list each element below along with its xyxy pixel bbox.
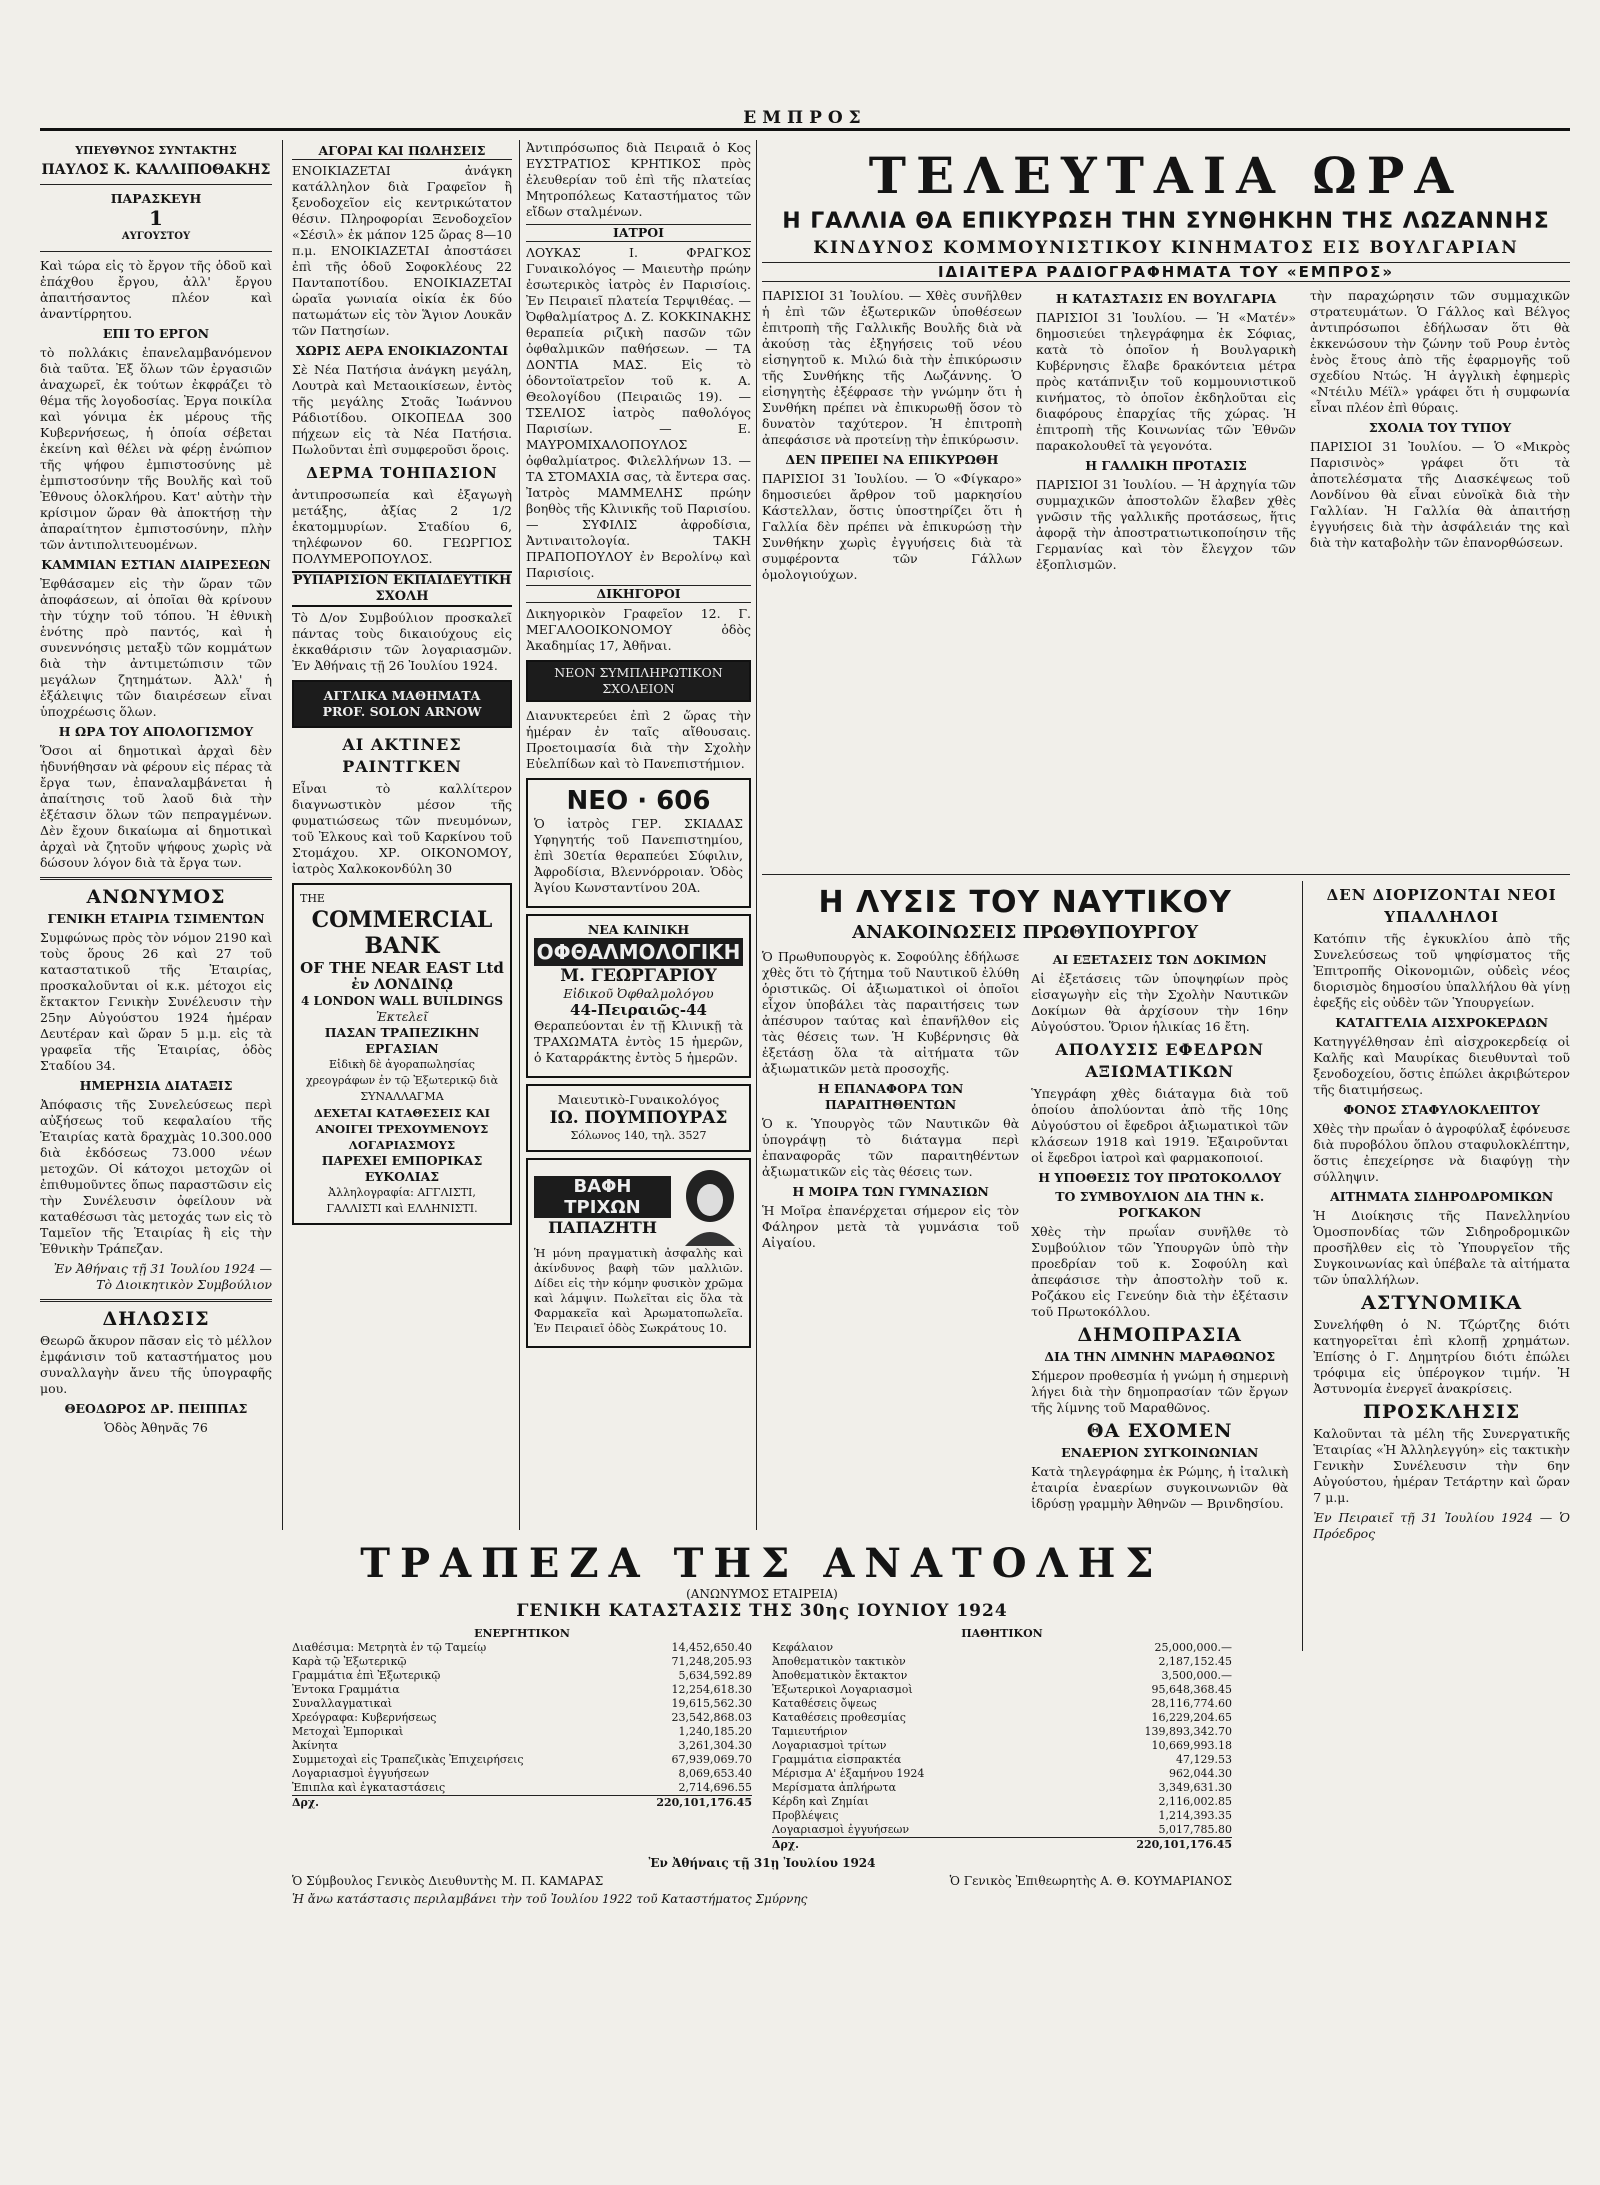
ad-title: ΝΕΟ · 606 (566, 786, 711, 816)
balance-label: Ἐξωτερικοὶ Λογαριασμοὶ (772, 1683, 913, 1696)
signature: Ὁ Σύμβουλος Γενικὸς Διευθυντὴς Μ. Π. ΚΑΜΑΡΑΣ (292, 1874, 604, 1888)
bank-type: (ΑΝΩΝΥΜΟΣ ΕΤΑΙΡΕΙΑ) (686, 1587, 838, 1601)
news-subheading: ΔΙΑ ΤΗΝ ΛΙΜΝΗΝ ΜΑΡΑΘΩΝΟΣ (1044, 1349, 1276, 1364)
navy-story-body: Ἡ Μοῖρα ἐπανέρχεται σήμερον εἰς τὸν Φάληρον μετὰ τὰ γυμνάσια τοῦ Αἰγαίου. (762, 1203, 1020, 1250)
news-subheading: ΤΟ ΣΥΜΒΟΥΛΙΟΝ ΔΙΑ ΤΗΝ κ. ΡΟΓΚΑΚΟΝ (1055, 1189, 1265, 1220)
declaration-address: Ὁδὸς Ἀθηνᾶς 76 (104, 1420, 208, 1435)
ad-kicker: ΝΕΑ ΚΛΙΝΙΚΗ (587, 922, 690, 937)
balance-value: 14,452,650.40 (671, 1641, 752, 1654)
editorial-heading: ΚΑΜΜΙΑΝ ΕΣΤΙΑΝ ΔΙΑΙΡΕΣΕΩΝ (41, 557, 271, 572)
balance-value: 12,254,618.30 (671, 1683, 752, 1696)
headline: ΙΔΙΑΙΤΕΡΑ ΡΑΔΙΟΓΡΑΦΗΜΑΤΑ ΤΟΥ «ΕΜΠΡΟΣ» (762, 262, 1570, 282)
divider (40, 1299, 272, 1302)
balance-value: 3,500,000.— (1161, 1669, 1232, 1682)
balance-row (772, 1809, 1232, 1823)
news-heading: ΔΗΜΟΠΡΑΣΙΑ (1077, 1324, 1242, 1346)
cable-story: ΠΑΡΙΣΙΟΙ 31 Ἰουλίου. — Ὁ «Φίγκαρο» δημοσιεύει ἄρθρον τοῦ μαρκησίου Κάστελλαν, ὅστις ὑποστηρίζει ὅτι ἡ Γαλλία δὲν πρέπει νὰ ἐπικυρώσῃ τὴν Συνθήκην χωρὶς ἐγγυήσεις διὰ τὰ συμφέροντα τῶν Γάλλων ὁμολογιούχων. (762, 471, 1022, 582)
headline: ΚΙΝΔΥΝΟΣ ΚΟΜΜΟΥΝΙΣΤΙΚΟΥ ΚΙΝΗΜΑΤΟΣ ΕΙΣ ΒΟΥΛΓΑΡΙΑΝ (813, 238, 1519, 258)
balance-value: 962,044.30 (1169, 1767, 1232, 1780)
navy-subheading: Η ΕΠΑΝΑΦΟΡΑ ΤΩΝ ΠΑΡΑΙΤΗΘΕΝΤΩΝ (817, 1081, 964, 1112)
editorial-intro: Καὶ τώρα εἰς τὸ ἔργον τῆς ὁδοῦ καὶ ἐπάχθου ἔργου, ἀλλ' ἔργου ἀπαιτήσαντος πλέον καὶ ἀναντίρρητου. (40, 258, 272, 321)
balance-row (292, 1697, 752, 1711)
section-title: ΤΕΛΕΥΤΑΙΑ ΩΡΑ (868, 146, 1464, 205)
commercial-bank-ad (292, 883, 512, 1225)
cable-story: τὴν παραχώρησιν τῶν συμμαχικῶν στρατευμάτων. Ὁ Γάλλος καὶ Βέλγος ἀντιπρόσωποι ἐδήλωσαν ὅτι θὰ ἐκκενώσουν τὴν ζώνην τοῦ Ρουρ ἐντὸς ἑνὸς ἔτους ἀπὸ τῆς ἐφαρμογῆς τοῦ σχεδίου Ντώς. Ἡ ἀγγλικὴ ἐφημερὶς «Ντέιλυ Μέϊλ» γράφει ὅτι ἡ συμφωνία εἶναι πλέον ἐπὶ θύραις. (1310, 288, 1570, 415)
balance-label: Λογαριασμοὶ ἐγγυήσεων (772, 1823, 910, 1836)
balance-value: 5,017,785.80 (1158, 1823, 1232, 1836)
news-heading: ΑΠΟΛΥΣΙΣ ΕΦΕΔΡΩΝ ΑΞΙΩΜΑΤΙΚΩΝ (1055, 1040, 1265, 1081)
balance-row (292, 1767, 752, 1781)
column-rule (756, 140, 757, 1530)
balance-row (292, 1725, 752, 1739)
balance-value: 10,669,993.18 (1151, 1739, 1232, 1752)
school-heading: ΡΥΠΑΡΙΣΙΟΝ ΕΚΠΑΙΔΕΥΤΙΚΗ ΣΧΟΛΗ (292, 571, 512, 607)
top-rule (40, 128, 1570, 131)
eye-clinic-ad (526, 914, 751, 1078)
liabilities-list (772, 1641, 1232, 1837)
ad-brand: ΠΑΠΑΖΗΤΗ (548, 1217, 657, 1237)
notice-heading: ΗΜΕΡΗΣΙΑ ΔΙΑΤΑΞΙΣ (79, 1078, 233, 1093)
assets-total: 220,101,176.45 (656, 1796, 752, 1809)
ad-line: ΠΑΡΕΧΕΙ ΕΜΠΟΡΙΚΑΣ ΕΥΚΟΛΙΑΣ (321, 1153, 483, 1184)
balance-row (772, 1725, 1232, 1739)
ad-heading: ΔΕΡΜΑ ΤΟΗΠΑΣΙΟΝ (306, 464, 498, 482)
cable-columns (762, 288, 1570, 868)
classified-ads: ΕΝΟΙΚΙΑΖΕΤΑΙ ἀνάγκη κατάλληλον διὰ Γραφεῖον ἢ ξενοδοχεῖον εἰς κεντρικώτατον θέσιν. Πληροφορίαι Ξενοδοχεῖον «Σέσιλ» ἐκ μάπον 125 ὥρας 8—10 π.μ. ΕΝΟΙΚΙΑΖΕΤΑΙ ἀποστάσει ἐπὶ τῆς ὁδοῦ Σοφοκλέους 22 Πανταποτίδου. ΕΝΟΙΚΙΑΖΕΤΑΙ ὡραῖα γωνιαία οἰκία ἐκ δύο πατωμάτων εἰς τὸν Ἅγιον Λουκᾶν τῶν Πατησίων. (292, 163, 512, 338)
balance-label: Ταμιευτήριον (772, 1725, 848, 1738)
ad-bank-name: COMMERCIAL BANK (311, 907, 493, 959)
section-heading: ΙΑΤΡΟΙ (526, 224, 751, 242)
cable-column (1036, 288, 1296, 868)
balance-row (292, 1781, 752, 1795)
balance-value: 8,069,653.40 (678, 1767, 752, 1780)
news-heading: ΦΟΝΟΣ ΣΤΑΦΥΛΟΚΛΕΠΤΟΥ (1343, 1102, 1540, 1117)
ad-doctor: ΙΩ. ΠΟΥΜΠΟΥΡΑΣ (549, 1108, 728, 1128)
classified-ads: Σὲ Νέα Πατήσια ἀνάγκη μεγάλη, Λουτρὰ καὶ Μεταοικίσεων, ἐντὸς τῆς μεγάλης Στοᾶς Ἰωάννου Ράδιοτίδου. ΟΙΚΟΠΕΔΑ 300 πήχεων εἰς τὰ Νέα Πατήσια. Πωλοῦνται ἐπὶ συμφεροῦσι ὅροις. (292, 362, 512, 457)
ad-subtitle: Εἰδικοῦ Ὀφθαλμολόγου (563, 986, 714, 1001)
issue-month: ΑΥΓΟΥΣΤΟΥ (121, 231, 191, 242)
balance-value: 2,714,696.55 (678, 1781, 752, 1794)
balance-label: Ἀκίνητα (292, 1739, 338, 1752)
balance-row (292, 1669, 752, 1683)
balance-label: Γραμμάτια εἰσπρακτέα (772, 1753, 902, 1766)
liabilities-column (772, 1627, 1232, 1852)
balance-label: Μέρισμα Α' ἑξαμήνου 1924 (772, 1767, 925, 1780)
navy-story (762, 881, 1288, 1651)
balance-row (292, 1683, 752, 1697)
ad-teacher: PROF. SOLON ARNOW (322, 704, 482, 719)
column-editorial (40, 140, 272, 2160)
editorial-body: Ἐφθάσαμεν εἰς τὴν ὥραν τῶν ἀποφάσεων, αἱ ὁποῖαι θὰ κρίνουν τὴν τύχην τοῦ τόπου. Ἡ ἐθνικὴ ἑνότης πρὸ παντός, καὶ ἡ συνεννόησις μεταξὺ τῶν κομμάτων διὰ τὴν ἀντιμετώπισιν τῶν μεγάλων ζητημάτων. Ἀλλ' ἡ ἐξάλειψις τῶν διαιρέσεων εἶναι ὑποχρέωσις ὅλων. (40, 576, 272, 719)
balance-value: 3,261,304.30 (678, 1739, 752, 1752)
ad-line: OF THE NEAR EAST Ltd (300, 959, 504, 977)
news-heading: ΑΣΤΥΝΟΜΙΚΑ (1361, 1292, 1523, 1314)
assets-column (292, 1627, 752, 1852)
notice-body: Συμφώνως πρὸς τὸν νόμον 2190 καὶ τοὺς ὅρους 26 καὶ 27 τοῦ καταστατικοῦ τῆς Ἑταιρίας, προσκαλοῦνται οἱ κ.κ. μέτοχοι εἰς ἔκτακτον Γενικὴν Συνέλευσιν τὴν 25ην Αὐγούστου 1924 ἡμέραν Δευτέραν καὶ ὥραν 5 μ.μ. εἰς τὰ γραφεῖα τῆς Ἑταιρίας, ὁδὸς Σταδίου 34. (40, 930, 272, 1073)
news-body: Σήμερον προθεσμία ἡ γνώμη ἡ σημερινὴ λήγει διὰ τὴν δημοπρασίαν τῶν ἔργων τῆς λίμνης τοῦ Μαραθῶνος. (1031, 1368, 1289, 1415)
issue-day: ΠΑΡΑΣΚΕΥΗ (110, 191, 202, 206)
news-heading: ΑΙ ΕΞΕΤΑΣΕΙΣ ΤΩΝ ΔΟΚΙΜΩΝ (1052, 952, 1267, 967)
balance-value: 1,214,393.35 (1158, 1809, 1232, 1822)
balance-label: Καρὰ τῷ Ἐξωτερικῷ (292, 1655, 407, 1668)
ad-line: ΔΕΧΕΤΑΙ ΚΑΤΑΘΕΣΕΙΣ ΚΑΙ ΑΝΟΙΓΕΙ ΤΡΕΧΟΥΜΕΝΟΥΣ ΛΟΓΑΡΙΑΣΜΟΥΣ (313, 1106, 491, 1152)
balance-label: Συμμετοχαὶ εἰς Τραπεζικὰς Ἐπιχειρήσεις (292, 1753, 524, 1766)
ad-title: ΒΑΦΗ ΤΡΙΧΩΝ (534, 1176, 671, 1218)
brief-news-column (1302, 881, 1570, 1651)
balance-row (772, 1641, 1232, 1655)
ad-line: Ἐκτελεῖ (375, 1009, 428, 1024)
balance-value: 19,615,562.30 (671, 1697, 752, 1710)
balance-label: Μετοχαὶ Ἐμπορικαὶ (292, 1725, 404, 1738)
balance-sheet (292, 1627, 1232, 1852)
section-heading: ΑΓΟΡΑΙ ΚΑΙ ΠΩΛΗΣΕΙΣ (292, 143, 512, 160)
navy-story-body: Ὁ Πρωθυπουργὸς κ. Σοφούλης ἐδήλωσε χθὲς ὅτι τὸ ζήτημα τοῦ Ναυτικοῦ ἐλύθη ὁριστικῶς. Οἱ ἀξιωματικοὶ οἱ ὁποῖοι εἶχον ὑποβάλει τὰς παραιτήσεις των ἀπέσυρον ταύτας καὶ ἐπανῆλθον εἰς τὰς θέσεις των. Ἡ Κυβέρνησις θὰ ἐξετάσῃ ὅλα τὰ αἰτήματα τῶν ἀξιωματικῶν μετὰ προσοχῆς. (762, 949, 1020, 1076)
gynecologist-ad (526, 1084, 751, 1152)
ad-line: 4 LONDON WALL BUILDINGS (300, 994, 504, 1008)
assets-list (292, 1641, 752, 1795)
news-body: Χθὲς τὴν πρωΐαν συνῆλθε τὸ Συμβούλιον τῶν Ὑπουργῶν ὑπὸ τὴν προεδρίαν τοῦ κ. Σοφούλη καὶ ἀπεφάσισε τὴν ἀποστολὴν τοῦ κ. Ροζάκου εἰς Γενεύην διὰ τὴν ἐξέτασιν τοῦ Πρωτοκόλλου. (1031, 1224, 1289, 1319)
assets-heading: ΕΝΕΡΓΗΤΙΚΟΝ (474, 1627, 570, 1640)
school-ad-body: Διανυκτερεύει ἐπὶ 2 ὥρας τὴν ἡμέραν ἐν ταῖς αἴθουσαις. Προετοιμασία διὰ τὴν Σχολὴν Εὐελπίδων καὶ τὸ Πανεπιστήμιον. (526, 708, 751, 771)
news-heading: ΑΙΤΗΜΑΤΑ ΣΙΔΗΡΟΔΡΟΜΙΚΩΝ (1330, 1189, 1554, 1204)
news-heading: ΘΑ ΕΧΟΜΕΝ (1086, 1420, 1233, 1442)
balance-value: 2,116,002.85 (1158, 1795, 1232, 1808)
balance-row (292, 1753, 752, 1767)
balance-row (772, 1697, 1232, 1711)
ad-address: Σόλωνος 140, τηλ. 3527 (570, 1129, 707, 1142)
lower-news-columns (762, 881, 1570, 1651)
navy-subheadline: ΑΝΑΚΟΙΝΩΣΕΙΣ ΠΡΩΘΥΠΟΥΡΓΟΥ (852, 922, 1199, 943)
bank-statement-title: ΓΕΝΙΚΗ ΚΑΤΑΣΤΑΣΙΣ ΤΗΣ 30ης ΙΟΥΝΙΟΥ 1924 (516, 1601, 1008, 1621)
divider (762, 874, 1570, 875)
news-body: Ὑπεγράφη χθὲς διάταγμα διὰ τοῦ ὁποίου ἀπολύονται ἀπὸ τῆς 10ης Αὐγούστου οἱ ἔφεδροι ἀξιωματικοὶ τῶν κλάσεων 1918 καὶ 1919. Ἐξαιροῦνται οἱ ἔφεδροι ἰατροὶ καὶ φαρμακοποιοί. (1031, 1086, 1289, 1165)
news-subheading: ΕΝΑΕΡΙΟΝ ΣΥΓΚΟΙΝΩΝΙΑΝ (1061, 1445, 1259, 1460)
editorial-heading: Η ΩΡΑ ΤΟΥ ΑΠΟΛΟΓΙΣΜΟΥ (58, 724, 254, 739)
column-rule (519, 140, 520, 1530)
doctors-listings: ΛΟΥΚΑΣ Ι. ΦΡΑΓΚΟΣ Γυναικολόγος — Μαιευτὴρ πρώην ἐσωτερικὸς ἰατρὸς ἐν Παρισίοις. Ἐν Πειραιεῖ πλατεία Τερψιθέας. — Ὀφθαλμίατρος Δ. Ζ. ΚΟΚΚΙΝΑΚΗΣ θεραπεία ριζικὴ πασῶν τῶν ὀφθαλμικῶν παθήσεων. — ΤΑ ΔΟΝΤΙΑ ΜΑΣ. Εἰς τὸ ὁδοντοϊατρεῖον τοῦ κ. Α. Θεολογίδου (Πειραιῶς 19). — ΤΣΕΛΙΟΣ ἰατρὸς παθολόγος Παρισίων. — Ε. ΜΑΥΡΟΜΙΧΑΛΟΠΟΥΛΟΣ ὀφθαλμίατρος. Φιλελλήνων 13. — ΤΑ ΣΤΟΜΑΧΙΑ σας, τὰ ἔντερα σας. Ἰατρὸς ΜΑΜΜΕΛΗΣ πρώην βοηθὸς τῆς Κλινικῆς τοῦ Παρισίου. — ΣΥΦΙΛΙΣ ἀφροδίσια, Ἀντιναιτολογία. ΤΑΚΗ ΠΡΑΠΟΠΟΥΛΟΥ ἐν Βερολίνῳ καὶ Παρισίοις. (526, 245, 751, 580)
balance-label: Καταθέσεις προθεσμίας (772, 1711, 906, 1724)
section-heading: ΔΙΚΗΓΟΡΟΙ (526, 585, 751, 603)
column-classifieds (292, 140, 512, 1530)
balance-value: 71,248,205.93 (671, 1655, 752, 1668)
ad-line: Εἰδικὴ δὲ ἀγοραπωλησίας χρεογράφων ἐν τῷ Ἐξωτερικῷ διὰ ΣΥΝΑΛΛΑΓΜΑ (305, 1058, 499, 1103)
cable-column (762, 288, 1022, 868)
divider (40, 877, 272, 880)
navy-headline: Η ΛΥΣΙΣ ΤΟΥ ΝΑΥΤΙΚΟΥ (818, 885, 1232, 920)
balance-label: Ἐπιπλα καὶ ἐγκαταστάσεις (292, 1781, 446, 1794)
balance-label: Προβλέψεις (772, 1809, 839, 1822)
balance-row (772, 1711, 1232, 1725)
news-heading: ΔΕΝ ΔΙΟΡΙΖΟΝΤΑΙ ΝΕΟΙ ΥΠΑΛΛΗΛΟΙ (1326, 886, 1557, 926)
xray-ad-title: ΑΙ ΑΚΤΙΝΕΣ ΡΑΙΝΤΓΚΕΝ (342, 735, 462, 776)
column-professionals (526, 140, 751, 1530)
balance-label: Κέρδη καὶ Ζημίαι (772, 1795, 869, 1808)
declaration-title: ΔΗΛΩΣΙΣ (102, 1308, 210, 1330)
news-body: Καλοῦνται τὰ μέλη τῆς Συνεργατικῆς Ἑταιρίας «Ἡ Ἀλληλεγγύη» εἰς τακτικὴν Γενικὴν Συνέλευσιν τὴν 6ην Αὐγούστου, ἡμέραν Τετάρτην καὶ ὥραν 7 μ.μ. (1313, 1426, 1570, 1505)
balance-row (772, 1739, 1232, 1753)
column-rule (282, 140, 283, 1530)
signature: Ὁ Γενικὸς Ἐπιθεωρητὴς Α. Θ. ΚΟΥΜΑΡΙΑΝΟΣ (949, 1874, 1232, 1888)
liabilities-total: 220,101,176.45 (1136, 1838, 1232, 1851)
news-body: Συνελήφθη ὁ Ν. Τζώρτζης διότι κατηγορεῖται ἐπὶ κλοπῇ χρημάτων. Ἐπίσης ὁ Γ. Δημητρίου διότι ἐπώλει τρόφιμα εἰς ὑπέρογκον τιμήν. Ἡ Ἀστυνομία ἐνεργεῖ ἀνακρίσεις. (1313, 1317, 1570, 1396)
balance-row (772, 1781, 1232, 1795)
balance-label: Ἐντοκα Γραμμάτια (292, 1683, 400, 1696)
last-hour-section (762, 140, 1570, 1651)
liabilities-total-row: Δρχ. 220,101,176.45 (772, 1838, 1232, 1851)
balance-row (772, 1795, 1232, 1809)
school-ad-title: ΝΕΟΝ ΣΥΜΠΛΗΡΩΤΙΚΟΝ ΣΧΟΛΕΙΟΝ (526, 660, 751, 702)
news-body: Κατηγγέλθησαν ἐπὶ αἰσχροκερδείᾳ οἱ Καλῆς καὶ Μαυρίκας διευθυνταὶ τοῦ ξενοδοχείου, ὅστις ἐπώλει ἀκριβώτερον τῆς διατιμήσεως. (1313, 1034, 1570, 1097)
balance-value: 23,542,868.03 (671, 1711, 752, 1724)
balance-label: Λογαριασμοὶ ἐγγυήσεων (292, 1767, 430, 1780)
cable-story: ΠΑΡΙΣΙΟΙ 31 Ἰουλίου. — Ἡ «Ματέν» δημοσιεύει τηλεγράφημα ἐκ Σόφιας, κατὰ τὸ ὁποῖον ἡ Βουλγαρικὴ Κυβέρνησις ἔλαβε δρακόντεια μέτρα πρὸς κατάπνιξιν τοῦ κομμουνιστικοῦ κινήματος, τὸ ὁποῖον ἐκδηλοῦται εἰς διαφόρους ἐπαρχίας τῆς χώρας. Ἡ ἐπιτροπὴ τῆς Κοινωνίας τῶν Ἐθνῶν παρακολουθεῖ τὰ γεγονότα. (1036, 310, 1296, 453)
ad-doctor: Μ. ΓΕΩΡΓΑΡΙΟΥ (560, 966, 717, 986)
balance-value: 67,939,069.70 (671, 1753, 752, 1766)
balance-value: 95,648,368.45 (1151, 1683, 1232, 1696)
cable-story: ΠΑΡΙΣΙΟΙ 31 Ἰουλίου. — Ὁ «Μικρὸς Παρισινὸς» γράφει ὅτι τὰ ἀποτελέσματα τῆς Διασκέψεως τοῦ Λονδίνου θὰ εἶναι εὐνοϊκὰ διὰ τὴν Γαλλίαν. Ἡ Γαλλία θὰ ἀπαιτήσῃ ἐγγυήσεις διὰ τὴν ἀσφάλειάν της καὶ διὰ τὴν καταβολὴν τῶν ἐπανορθώσεων. (1310, 439, 1570, 550)
ad-body: Ὁ ἰατρὸς ΓΕΡ. ΣΚΙΑΔΑΣ Υφηγητής τοῦ Πανεπιστημίου, ἐπὶ 30ετία θεραπεύει Σύφιλιν, Ἀφροδίσια, Βλεννόρροιαν. Ὁδὸς Ἀγίου Κωνσταντίνου 20Α. (534, 816, 743, 895)
balance-label: Ἀποθεματικὸν τακτικὸν (772, 1655, 906, 1668)
notice-signature: Ἐν Ἀθήναις τῇ 31 Ἰουλίου 1924 — Τὸ Διοικητικὸν Συμβούλιον (53, 1261, 272, 1292)
cable-heading: Η ΚΑΤΑΣΤΑΣΙΣ ΕΝ ΒΟΥΛΓΑΡΙΑ (1055, 291, 1277, 306)
ad-address: 44-Πειραιῶς-44 (570, 1001, 707, 1019)
editor-name: ΠΑΥΛΟΣ Κ. ΚΑΛΛΙΠΟΘΑΚΗΣ (41, 162, 271, 178)
cable-heading: ΣΧΟΛΙΑ ΤΟΥ ΤΥΠΟΥ (1368, 420, 1512, 435)
balance-label: Μερίσματα ἀπλήρωτα (772, 1781, 897, 1794)
balance-label: Διαθέσιμα: Μετρητὰ ἐν τῷ Ταμείῳ (292, 1641, 487, 1654)
xray-ad-body: Εἶναι τὸ καλλίτερον διαγνωστικὸν μέσον τῆς φυματιώσεως τῶν πνευμόνων, τοῦ Ἐλκους καὶ τοῦ Καρκίνου τοῦ Στομάχου. ΧΡ. ΟΙΚΟΝΟΜΟΥ, ἰατρὸς Χαλκοκονδύλη 30 (292, 781, 512, 876)
statement-signatures (292, 1874, 1232, 1888)
balance-row (772, 1655, 1232, 1669)
balance-value: 16,229,204.65 (1151, 1711, 1232, 1724)
masthead: ΕΜΠΡΟΣ (743, 108, 867, 128)
cable-story: ΠΑΡΙΣΙΟΙ 31 Ἰουλίου. — Ἡ ἀρχηγία τῶν συμμαχικῶν ἀποστολῶν ἔλαβεν χθὲς γνῶσιν τῆς γαλλικῆς προτάσεως, ἥτις ἀφορᾷ τὴν ἀποστρατιωτικοποίησιν τῆς Γερμανίας καὶ τὸν ἔλεγχον τῶν ἐξοπλισμῶν. (1036, 477, 1296, 572)
hair-dye-ad (526, 1158, 751, 1348)
news-signature: Ἐν Πειραιεῖ τῇ 31 Ἰουλίου 1924 — Ὁ Πρόεδρος (1313, 1510, 1570, 1541)
navy-story-body: Ὁ κ. Ὑπουργὸς τῶν Ναυτικῶν θὰ ὑπογράψῃ τὸ διάταγμα περὶ ἐπαναφορᾶς τῶν παραιτηθέντων ἀξιωματικῶν εἰς τὰς θέσεις των. (762, 1116, 1020, 1179)
balance-label: Καταθέσεις ὄψεως (772, 1697, 877, 1710)
classified-ads: ἀντιπροσωπεία καὶ ἐξαγωγὴ μετάξης, ἀξίας 2 1/2 ἑκατομμυρίων. Σταδίου 6, τηλέφωνον 60. ΓΕΩΡΓΙΟΣ ΠΟΛΥΜΕΡΟΠΟΥΛΟΣ. (292, 487, 512, 566)
school-notice: Τὸ Δ/ον Συμβούλιον προσκαλεῖ πάντας τοὺς δικαιούχους εἰς ἐκκαθάρισιν τῶν λογαριασμῶν. Ἐν Ἀθήναις τῇ 26 Ἰουλίου 1924. (292, 610, 512, 673)
cable-heading: Η ΓΑΛΛΙΚΗ ΠΡΟΤΑΣΙΣ (1085, 458, 1247, 473)
cable-column (1310, 288, 1570, 868)
balance-label: Λογαριασμοὶ τρίτων (772, 1739, 887, 1752)
balance-value: 2,187,152.45 (1158, 1655, 1232, 1668)
ad-line: ΠΑΣΑΝ ΤΡΑΠΕΖΙΚΗΝ ΕΡΓΑΣΙΑΝ (324, 1025, 480, 1056)
balance-label: Ἀποθεματικὸν ἔκτακτον (772, 1669, 908, 1682)
liabilities-heading: ΠΑΘΗΤΙΚΟΝ (961, 1627, 1043, 1640)
bank-name: ΤΡΑΠΕΖΑ ΤΗΣ ΑΝΑΤΟΛΗΣ (360, 1540, 1164, 1587)
ad-heading: ΧΩΡΙΣ ΑΕΡΑ ΕΝΟΙΚΙΑΖΟΝΤΑΙ (295, 343, 509, 358)
ad-title: ΟΦΘΑΛΜΟΛΟΓΙΚΗ (534, 938, 743, 966)
balance-row (772, 1753, 1232, 1767)
balance-row (292, 1739, 752, 1753)
editorial-heading: ΕΠΙ ΤΟ ΕΡΓΟΝ (102, 326, 210, 341)
english-lessons-ad (292, 680, 512, 728)
declaration-body: Θεωρῶ ἄκυρον πᾶσαν εἰς τὸ μέλλον ἐμφάνισιν τοῦ καταστήματος μου συναλλαγὴν ἄνευ τῆς ὑπογραφῆς μου. (40, 1333, 272, 1396)
notice-subtitle: ΓΕΝΙΚΗ ΕΤΑΙΡΙΑ ΤΣΙΜΕΝΤΩΝ (47, 911, 265, 926)
balance-value: 28,116,774.60 (1151, 1697, 1232, 1710)
news-heading: ΚΑΤΑΓΓΕΛΙΑ ΑΙΣΧΡΟΚΕΡΔΩΝ (1335, 1015, 1549, 1030)
lawyers-listings: Δικηγορικὸν Γραφεῖον 12. Γ. ΜΕΓΑΛΟΟΙΚΟΝΟΜΟΥ ὁδὸς Ἀκαδημίας 17, Ἀθῆναι. (526, 606, 751, 653)
balance-row (772, 1823, 1232, 1837)
news-heading: Η ΥΠΟΘΕΣΙΣ ΤΟΥ ΠΡΩΤΟΚΟΛΛΟΥ (1038, 1170, 1282, 1185)
statement-footnote: Ἡ ἄνω κατάστασις περιλαμβάνει τὴν τοῦ Ἰουλίου 1922 τοῦ Καταστήματος Σμύρνης (292, 1892, 808, 1906)
balance-row (292, 1641, 752, 1655)
news-body: Χθὲς τὴν πρωΐαν ὁ ἀγροφύλαξ ἐφόνευσε διὰ πυροβόλου ὅπλου σταφυλοκλέπτην, ὅστις ἐπεχείρησε νὰ διαφύγῃ τὴν σύλληψιν. (1313, 1121, 1570, 1184)
navy-subheading: Η ΜΟΙΡΑ ΤΩΝ ΓΥΜΝΑΣΙΩΝ (792, 1184, 989, 1199)
divider (40, 251, 272, 252)
news-body: Κατόπιν τῆς ἐγκυκλίου ἀπὸ τῆς Συνελεύσεως τοῦ ψηφίσματος τῆς Ἐπιτροπῆς Οἰκονομιῶν, οὐδεὶς νέος διορισμὸς δημοσίου ὑπαλλήλου θὰ γίνῃ ἐφεξῆς εἰς οὐδὲν τῶν Ὑπουργείων. (1313, 931, 1570, 1010)
ad-line: ἐν ΛΟΝΔΙΝῼ (351, 977, 453, 993)
cable-heading: ΔΕΝ ΠΡΕΠΕΙ ΝΑ ΕΠΙΚΥΡΩΘΗ (785, 452, 999, 467)
balance-value: 5,634,592.89 (678, 1669, 752, 1682)
statement-date: Ἐν Ἀθήναις τῇ 31ῃ Ἰουλίου 1924 (648, 1856, 876, 1870)
neo-606-ad (526, 778, 751, 908)
ad-line: Ἀλληλογραφία: ΑΓΓΛΙΣΤΙ, ΓΑΛΛΙΣΤΙ καὶ ΕΛΛΗΝΙΣΤΙ. (326, 1186, 478, 1215)
news-heading: ΠΡΟΣΚΛΗΣΙΣ (1363, 1401, 1521, 1423)
notice-title: ΑΝΩΝΥΜΟΣ (86, 886, 226, 908)
balance-row (292, 1655, 752, 1669)
assets-total-row: Δρχ. 220,101,176.45 (292, 1796, 752, 1809)
balance-label: Συναλλαγματικαὶ (292, 1697, 393, 1710)
ad-body: Θεραπεύονται ἐν τῇ Κλινικῇ τὰ ΤΡΑΧΩΜΑΤΑ ἐντὸς 15 ἡμερῶν, ὁ Καταρράκτης ἐντὸς 5 ἡμερῶν. (534, 1018, 743, 1065)
news-body: Αἱ ἐξετάσεις τῶν ὑποψηφίων πρὸς εἰσαγωγὴν εἰς τὴν Σχολὴν Ναυτικῶν Δοκίμων θὰ ἀρχίσουν τὴν 16ην Αὐγούστου. Ὅριον ἡλικίας 16 ἔτη. (1031, 971, 1289, 1034)
balance-value: 47,129.53 (1176, 1753, 1232, 1766)
balance-value: 139,893,342.70 (1144, 1725, 1232, 1738)
balance-row (772, 1767, 1232, 1781)
woman-portrait-icon (677, 1166, 743, 1246)
ad-kicker: Μαιευτικὸ-Γυναικολόγος (557, 1092, 720, 1107)
balance-label: Γραμμάτια ἐπὶ Ἐξωτερικῷ (292, 1669, 441, 1682)
news-body: Ἡ Διοίκησις τῆς Πανελληνίου Ὁμοσπονδίας τῶν Σιδηροδρομικῶν προσῆλθεν εἰς τὸ Ὑπουργεῖον τῆς Συγκοινωνίας καὶ ὑπέβαλε τὰ αἰτήματα τῶν ὑπαλλήλων. (1313, 1208, 1570, 1287)
balance-row (772, 1683, 1232, 1697)
agency-notice: Ἀντιπρόσωπος διὰ Πειραιᾶ ὁ Κος ΕΥΣΤΡΑΤΙΟΣ ΚΡΗΤΙΚΟΣ πρὸς ἐλευθερίαν τοῦ ἐπὶ τῆς πλατείας Μητροπόλεως Καταστήματος τῶν εἴδων σταλμένων. (526, 140, 751, 219)
balance-label: Κεφάλαιον (772, 1641, 834, 1654)
news-body: Κατὰ τηλεγράφημα ἐκ Ρώμης, ἡ ἰταλικὴ ἑταιρία ἐναερίων συγκοινωνιῶν θὰ ἱδρύσῃ γραμμὴν Ἀθηνῶν — Βρινδησίου. (1031, 1464, 1289, 1511)
headline: Η ΓΑΛΛΙΑ ΘΑ ΕΠΙΚΥΡΩΣΗ ΤΗΝ ΣΥΝΘΗΚΗΝ ΤΗΣ ΛΩΖΑΝΝΗΣ (782, 209, 1550, 234)
balance-row (292, 1711, 752, 1725)
notice-body: Ἀπόφασις τῆς Συνελεύσεως περὶ αὐξήσεως τοῦ κεφαλαίου τῆς Ἑταιρίας κατὰ δραχμὰς 10.300.000 διὰ ἐκδόσεως 73.000 νέων μετοχῶν. Οἱ κάτοχοι μετοχῶν οἱ ἐπιθυμοῦντες ὅπως παραστῶσιν εἰς τὴν Συνέλευσιν ὀφείλουν νὰ καταθέσωσι τὰς μετοχάς των εἰς τὸ Ταμεῖον τῆς Ἑταιρίας ἢ εἰς τὴν Ἐθνικὴν Τράπεζαν. (40, 1097, 272, 1256)
balance-row (772, 1669, 1232, 1683)
ad-body: Ἡ μόνη πραγματικὴ ἀσφαλὴς καὶ ἀκίνδυνος βαφὴ τῶν μαλλιῶν. Δίδει εἰς τὴν κόμην φυσικὸν χρῶμα καὶ λάμψιν. Πωλεῖται εἰς ὅλα τὰ Φαρμακεῖα καὶ Ἀρωματοπωλεῖα. Ἐν Πειραιεῖ ὁδὸς Σωκράτους 10. (534, 1246, 743, 1335)
issue-date-number: 1 (149, 206, 163, 230)
divider (40, 184, 272, 185)
balance-value: 3,349,631.30 (1158, 1781, 1232, 1794)
editorial-body: Ὅσοι αἱ δημοτικαὶ ἀρχαὶ δὲν ἠδυνήθησαν νὰ φέρουν εἰς πέρας τὰ ἔργα των, ἐπαναλαμβάνεται ἡ ἀπαίτησις τοῦ λαοῦ διὰ τὴν ἐξέτασιν ὅλων τῶν πεπραγμένων. Δὲν ἔχουν δικαίωμα αἱ δημοτικαὶ ἀρχαὶ νὰ ζητοῦν ψήφους χωρὶς νὰ δώσουν λόγον διὰ τὰ ἔργα των. (40, 743, 272, 870)
bank-statement (292, 1540, 1232, 1906)
cable-story: ΠΑΡΙΣΙΟΙ 31 Ἰουλίου. — Χθὲς συνῆλθεν ἡ ἐπὶ τῶν ἐξωτερικῶν ὑποθέσεων ἐπιτροπὴ τῆς Γαλλικῆς Βουλῆς διὰ νὰ ἀκούσῃ τὰς ἐξηγήσεις τοῦ νέου εἰσηγητοῦ κ. Μιλώ διὰ τὴν ἐπικύρωσιν τῆς Συνθήκης τῆς Λωζάννης. Ὁ εἰσηγητὴς ἐξέφρασε τὴν γνώμην ὅτι ἡ Συνθήκη πρέπει νὰ ἐπικυρωθῇ ὅσον τὸ δυνατὸν ταχύτερον. Ἡ ἐπιτροπὴ ἀπεφάσισε νὰ προτείνῃ τὴν ἐπικύρωσιν. (762, 288, 1022, 447)
ad-title: ΑΓΓΛΙΚΑ ΜΑΘΗΜΑΤΑ (323, 688, 481, 703)
balance-label: Χρεόγραφα: Κυβερνήσεως (292, 1711, 437, 1724)
editorial-body: τὸ πολλάκις ἐπανελαμβανόμενον διὰ ταῦτα. Ἐξ ὅλων τῶν ἐργασιῶν ἀναχωρεῖ, ἐκ τούτων ἐκφράζει τὸ θέμα τῆς λογοδοσίας. Ἐργα ποικίλα καὶ γόνιμα ἐκ μέρους τῆς Κυβερνήσεως, ἡ ὁποία σέβεται ἐκείνη καὶ θέλει νὰ φέρῃ ἐνώπιον τῆς ψήφου ἐμπιστοσύνης μὲ ἐμπιστοσύνην τῆς Βουλῆς καὶ τοῦ Ἐθνους ὁλοκλήρου. Κατ' αὐτὴν τὴν κρίσιμον ὥραν θὰ ἀποκτήσῃ τὴν ἀπαραίτητον ἐμπιστοσύνην, πλὴν τῶν ἀντιπολιτευομένων. (40, 345, 272, 552)
declaration-signature: ΘΕΟΔΩΡΟΣ ΔΡ. ΠΕΙΠΠΑΣ (64, 1401, 248, 1416)
editor-label: ΥΠΕΥΘΥΝΟΣ ΣΥΝΤΑΚΤΗΣ (75, 144, 237, 157)
balance-value: 1,240,185.20 (678, 1725, 752, 1738)
ad-line: THE (300, 892, 325, 905)
balance-value: 25,000,000.— (1154, 1641, 1232, 1654)
